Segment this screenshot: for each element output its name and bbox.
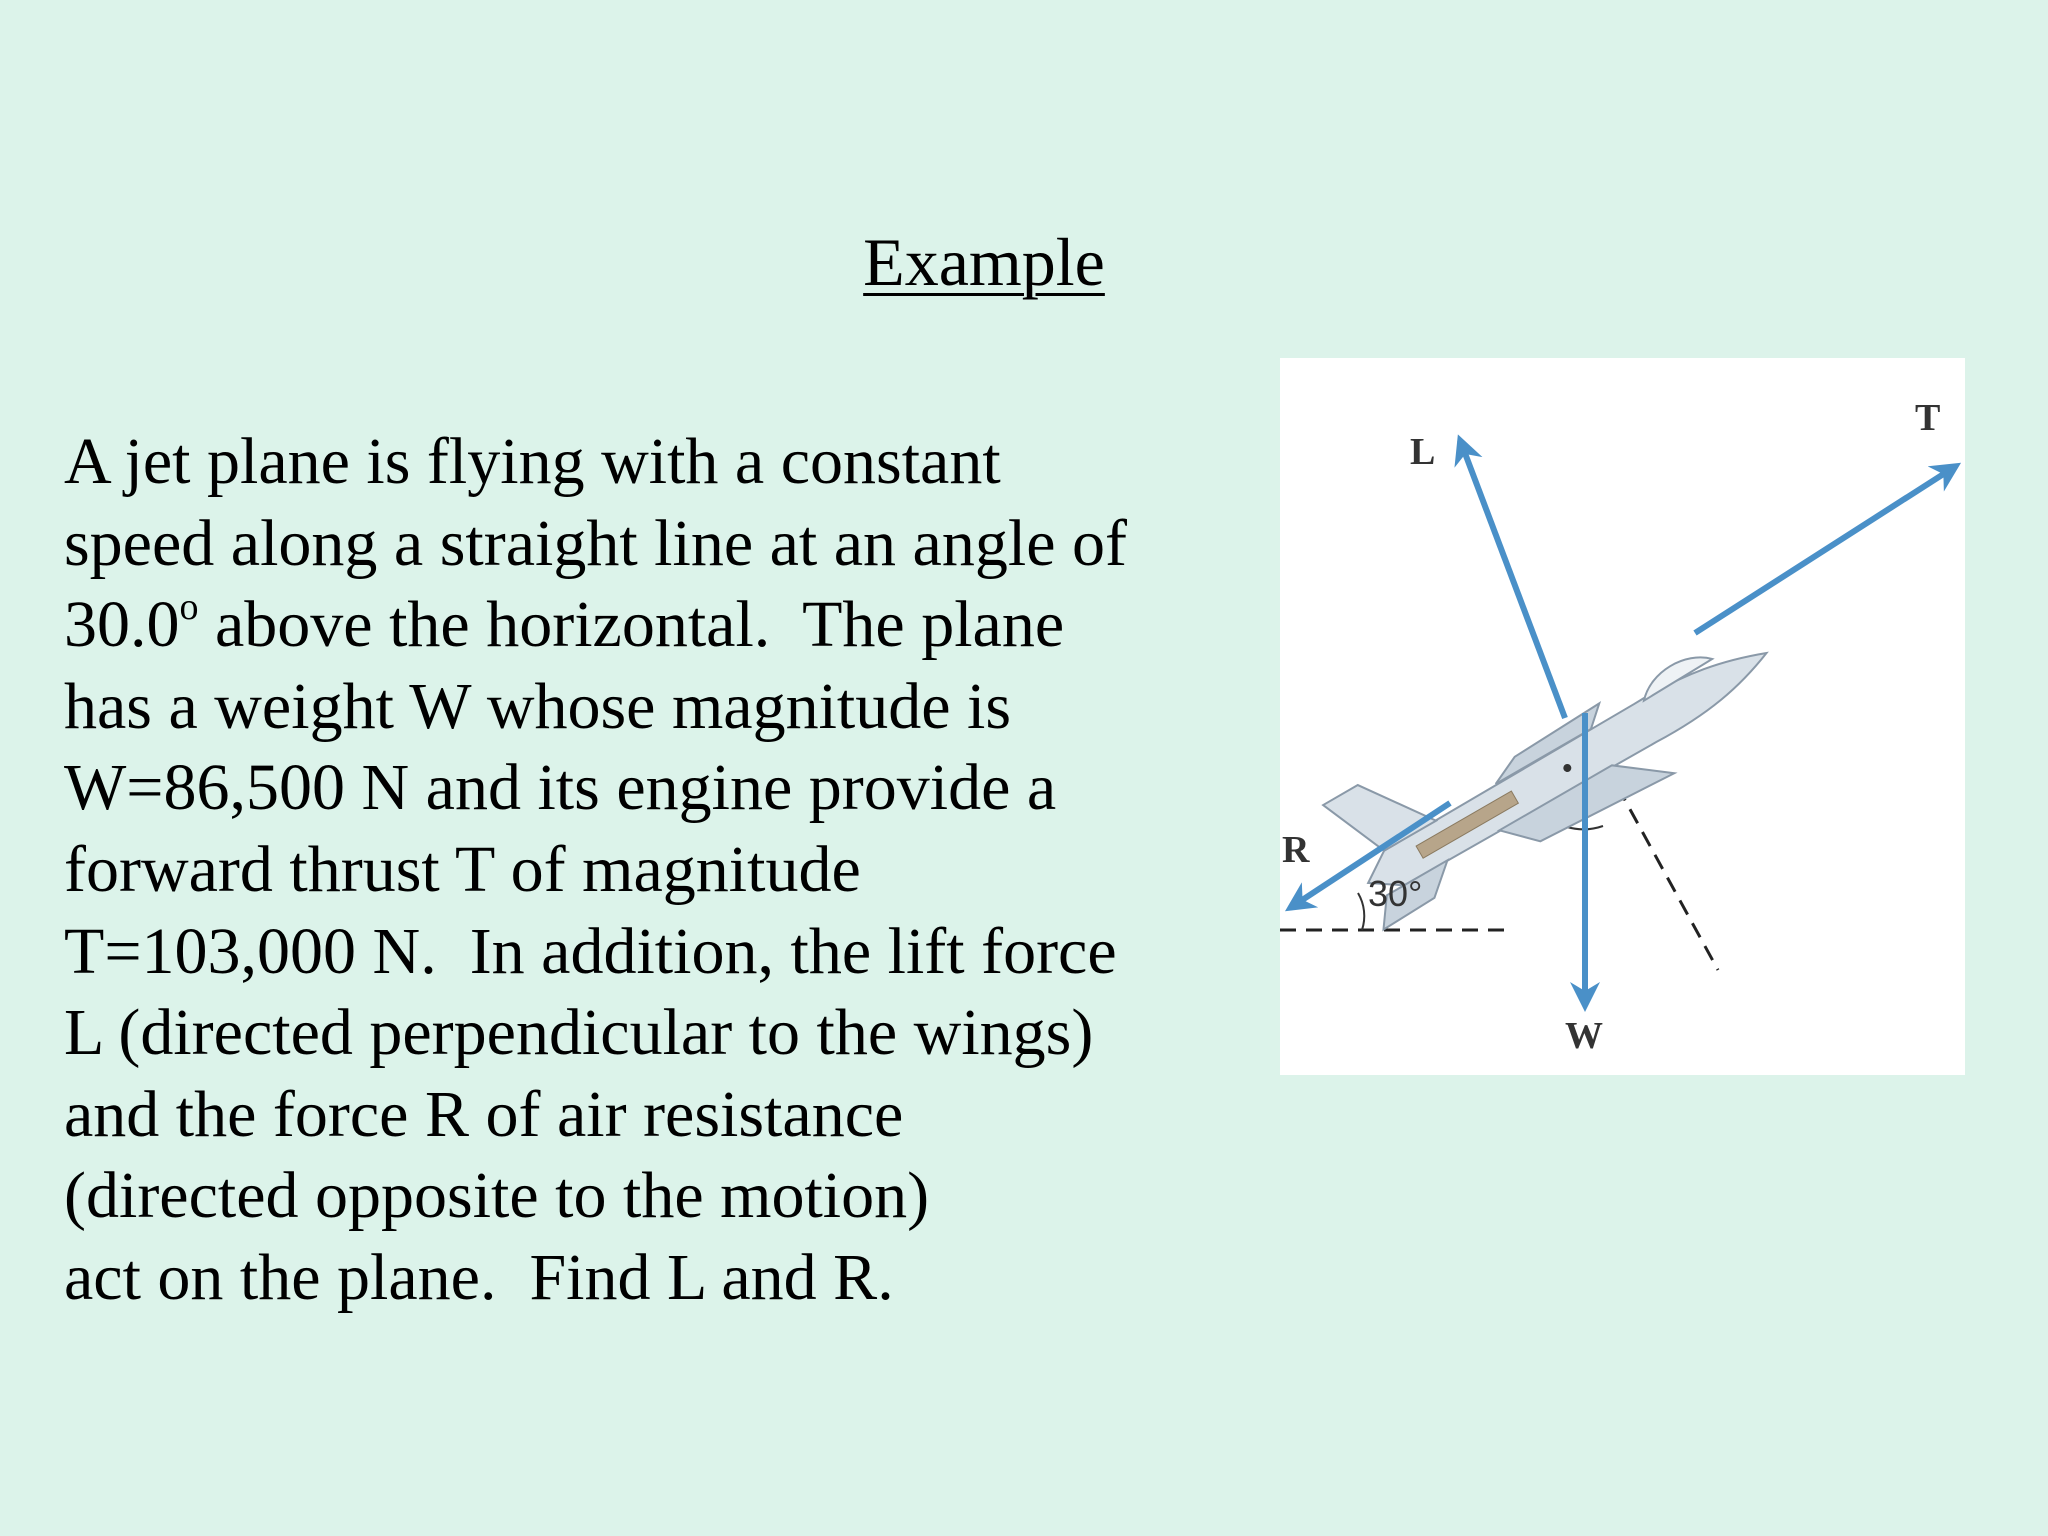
problem-text: above the horizontal. The plane <box>198 588 1065 662</box>
slide-title: Example <box>863 224 1105 300</box>
problem-line <box>64 1074 1264 1156</box>
problem-line <box>64 666 1264 748</box>
problem-text: T=103,000 N. In addition, the lift force <box>64 914 1117 988</box>
thrust-label: T <box>1915 397 1941 439</box>
problem-line <box>64 1155 1264 1237</box>
resistance-label: R <box>1282 829 1310 871</box>
problem-text: W=86,500 N and its engine provide a <box>64 751 1057 825</box>
problem-text: and the force R of air resistance <box>64 1077 904 1151</box>
problem-text: forward thrust T of magnitude <box>64 832 861 906</box>
problem-text: act on the plane. Find L and R. <box>64 1240 894 1314</box>
problem-line <box>64 747 1264 829</box>
lift-label: L <box>1410 431 1436 473</box>
weight-label: W <box>1565 1015 1603 1057</box>
angle-arc-30 <box>1358 893 1364 930</box>
force-diagram <box>1280 358 1965 1075</box>
problem-text: A jet plane is flying with a constant <box>64 425 1001 498</box>
force-diagram-svg <box>1280 358 1965 1075</box>
lift-arrow <box>1460 440 1565 718</box>
problem-statement <box>64 421 1264 1319</box>
problem-text: L (directed perpendicular to the wings) <box>64 996 1094 1070</box>
problem-text: (directed opposite to the motion) <box>64 1159 930 1233</box>
problem-line <box>64 421 1264 503</box>
problem-line <box>64 911 1264 993</box>
problem-line <box>64 584 1264 666</box>
problem-text: speed along a straight line at an angle of <box>64 506 1127 580</box>
degree-superscript: o <box>179 586 199 629</box>
problem-line <box>64 992 1264 1074</box>
thrust-arrow <box>1695 466 1956 633</box>
problem-line <box>64 829 1264 911</box>
problem-line <box>64 503 1264 585</box>
problem-line <box>64 1237 1264 1319</box>
problem-text: has a weight W whose magnitude is <box>64 669 1012 743</box>
problem-text: 30.0 <box>64 588 180 662</box>
angle-label: 30° <box>1368 873 1423 914</box>
